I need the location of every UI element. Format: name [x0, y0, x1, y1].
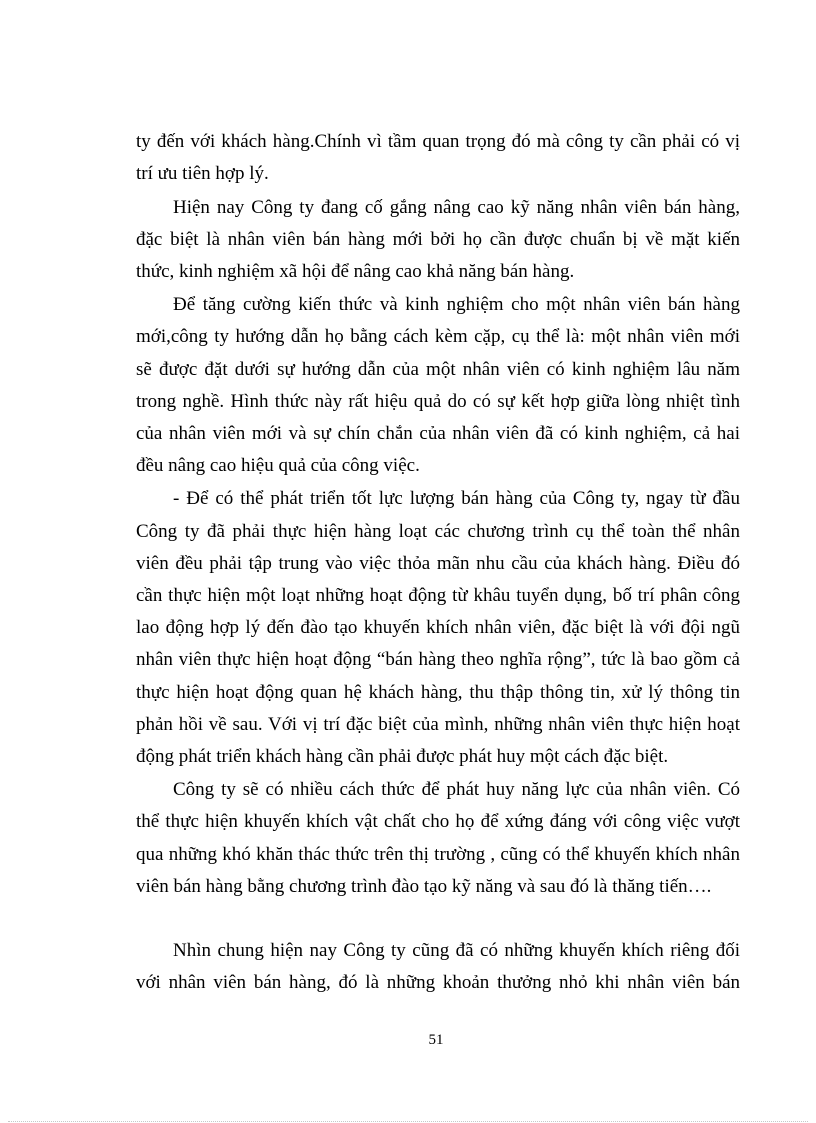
paragraph-start-line: Hiện nay Công ty đang cố gắng nâng cao kỹ năng nhân viên bán hàng, [173, 197, 740, 218]
text-line: viên đều phải tập trung vào việc thỏa mãn nhu cầu của khách hàng. Điều đó [136, 553, 740, 574]
paragraph-start-line: - Để có thể phát triển tốt lực lượng bán hàng của Công ty, ngay từ đầu [173, 488, 740, 509]
text-line: lao động hợp lý đến đào tạo khuyến khích nhân viên, đặc biệt là với đội ngũ [136, 617, 740, 638]
text-line: phản hồi về sau. Với vị trí đặc biệt của mình, những nhân viên thực hiện hoạt [136, 714, 740, 735]
text-line: thức, kinh nghiệm xã hội để nâng cao khả năng bán hàng. [136, 261, 575, 282]
text-line: của nhân viên mới và sự chín chắn của nhân viên đã có kinh nghiệm, cả hai [136, 423, 740, 444]
text-line: đặc biệt là nhân viên bán hàng mới bởi họ cần được chuẩn bị về mặt kiến [136, 229, 740, 250]
text-line: trí ưu tiên hợp lý. [136, 163, 269, 184]
text-line: thể thực hiện khuyến khích vật chất cho họ để xứng đáng với công việc vượt [136, 811, 740, 832]
text-line: mới,công ty hướng dẫn họ bằng cách kèm cặp, cụ thể là: một nhân viên mới [136, 326, 740, 347]
text-line: Công ty đã phải thực hiện hàng loạt các chương trình cụ thể toàn thể nhân [136, 521, 740, 542]
text-line: động phát triển khách hàng cần phải được phát huy một cách đặc biệt. [136, 746, 669, 767]
text-line: ty đến với khách hàng.Chính vì tầm quan trọng đó mà công ty cần phải có vị [136, 131, 740, 152]
paragraph-start-line: Để tăng cường kiến thức và kinh nghiệm cho một nhân viên bán hàng [173, 294, 740, 315]
text-line: cần thực hiện một loạt những hoạt động từ khâu tuyển dụng, bố trí phân công [136, 585, 740, 606]
text-line: sẽ được đặt dưới sự hướng dẫn của một nhân viên có kinh nghiệm lâu năm [136, 359, 740, 380]
text-line: nhân viên thực hiện hoạt động “bán hàng theo nghĩa rộng”, tức là bao gồm cả [136, 649, 740, 670]
text-line: thực hiện hoạt động quan hệ khách hàng, thu thập thông tin, xử lý thông tin [136, 682, 740, 703]
paragraph-start-line: Nhìn chung hiện nay Công ty cũng đã có những khuyến khích riêng đối [173, 940, 740, 961]
text-line: viên bán hàng bằng chương trình đào tạo kỹ năng và sau đó là thăng tiến…. [136, 876, 712, 897]
text-line: với nhân viên bán hàng, đó là những khoản thưởng nhỏ khi nhân viên bán [136, 972, 740, 993]
text-line: trong nghề. Hình thức này rất hiệu quả do có sự kết hợp giữa lòng nhiệt tình [136, 391, 740, 412]
text-line: đều nâng cao hiệu quả của công việc. [136, 455, 420, 476]
paragraph-start-line: Công ty sẽ có nhiều cách thức để phát huy năng lực của nhân viên. Có [173, 779, 740, 800]
page-number: 51 [428, 1032, 444, 1048]
text-line: qua những khó khăn thác thức trên thị trường , cũng có thể khuyến khích nhân [136, 844, 740, 865]
page-bottom-divider [8, 1121, 808, 1122]
